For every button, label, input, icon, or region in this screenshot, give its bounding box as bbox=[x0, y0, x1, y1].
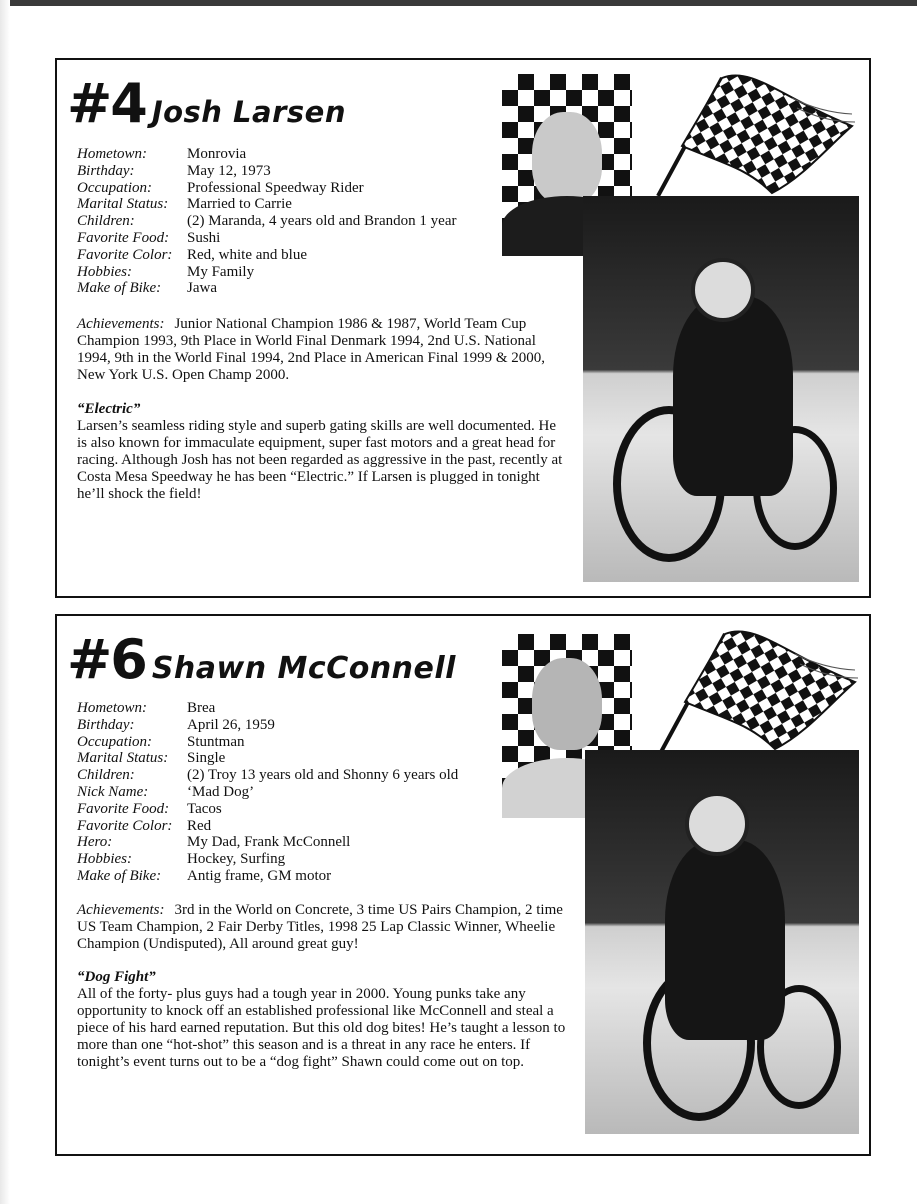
info-value: (2) Maranda, 4 years old and Brandon 1 year bbox=[187, 213, 457, 230]
rider-helmet bbox=[691, 258, 755, 322]
info-label: Hometown: bbox=[77, 700, 147, 716]
rider-profile-card-2 bbox=[55, 614, 871, 1156]
achievements-paragraph bbox=[77, 316, 557, 384]
info-value: Jawa bbox=[187, 280, 217, 297]
info-label: Favorite Color: bbox=[77, 246, 173, 263]
bio-text: All of the forty- plus guys had a tough year in 2000. Young punks take any opportunity to knock off an established professional like McConnell and steal a piece of his hard earned reputation. But this old dog bites! He’s taught a lesson to more than one “hot-shot” this season and is a threat in any race he enters. If tonight’s event turns out to be a “dog fight” Shawn could come out on top. bbox=[77, 986, 566, 1070]
info-value: ‘Mad Dog’ bbox=[187, 783, 255, 800]
info-label: Favorite Food: bbox=[77, 800, 170, 817]
info-label: Favorite Food: bbox=[77, 229, 170, 246]
bio-text: Larsen’s seamless riding style and superb gating skills are well documented. He is also known for immaculate equipment, super fast motors and a great head for racing. Although Josh has not been regarded as aggressive in the past, recently at Costa Mesa Speedway he has been “Electric.” If Larsen is plugged in tonight he’ll shock the field! bbox=[77, 418, 563, 502]
rider-info-table bbox=[77, 146, 457, 297]
rider-name: Josh Larsen bbox=[151, 95, 346, 129]
info-value: Hockey, Surfing bbox=[187, 851, 286, 868]
info-value: Brea bbox=[187, 700, 216, 716]
info-label: Hobbies: bbox=[77, 263, 132, 280]
info-row bbox=[77, 146, 457, 163]
bio-section bbox=[77, 401, 569, 503]
info-row bbox=[77, 868, 458, 885]
info-value: Red, white and blue bbox=[187, 246, 307, 263]
info-row bbox=[77, 717, 458, 734]
info-value: Monrovia bbox=[187, 146, 247, 162]
rider-action-photo bbox=[583, 196, 859, 582]
rider-number: #6 bbox=[67, 628, 146, 691]
achievements-paragraph bbox=[77, 902, 567, 953]
info-row bbox=[77, 834, 458, 851]
info-row bbox=[77, 818, 458, 835]
rider-profile-card-1 bbox=[55, 58, 871, 598]
info-row bbox=[77, 784, 458, 801]
rider-name: Shawn McConnell bbox=[151, 651, 456, 686]
headshot-face bbox=[532, 112, 602, 204]
info-row bbox=[77, 180, 457, 197]
info-label: Children: bbox=[77, 767, 135, 784]
rider-action-photo bbox=[585, 750, 859, 1134]
rider-number: #4 bbox=[67, 72, 146, 135]
achievements-text: Junior National Champion 1986 & 1987, World Team Cup Champion 1993, 9th Place in World Final Denmark 1994, 2nd U.S. National 1994, 9th in the World Final 1994, 2nd Place in American Final 1999 & 2000, New York U.S. Open Champ 2000. bbox=[77, 316, 546, 383]
info-value: April 26, 1959 bbox=[187, 716, 275, 733]
rider-heading bbox=[67, 72, 346, 135]
info-label: Occupation: bbox=[77, 733, 152, 750]
checkered-flag-icon bbox=[655, 624, 860, 756]
info-row bbox=[77, 734, 458, 751]
rider-heading bbox=[67, 628, 456, 691]
info-value: Single bbox=[187, 750, 226, 767]
info-label: Marital Status: bbox=[77, 196, 169, 213]
info-label: Hometown: bbox=[77, 146, 147, 162]
info-row bbox=[77, 851, 458, 868]
achievements-label: Achievements: bbox=[77, 316, 165, 332]
info-value: Antig frame, GM motor bbox=[187, 867, 332, 884]
info-value: Stuntman bbox=[187, 733, 245, 750]
info-row bbox=[77, 230, 457, 247]
achievements-text: 3rd in the World on Concrete, 3 time US Pairs Champion, 2 time US Team Champion, 2 Fair Derby Titles, 1998 25 Lap Classic Winner, Wheelie Champion (Undisputed), All around great guy! bbox=[77, 902, 563, 952]
info-value: Professional Speedway Rider bbox=[187, 179, 364, 196]
checkered-flag-icon bbox=[652, 68, 857, 200]
info-label: Occupation: bbox=[77, 179, 152, 196]
info-label: Hobbies: bbox=[77, 851, 132, 868]
bio-section bbox=[77, 969, 572, 1071]
info-value: My Dad, Frank McConnell bbox=[187, 834, 351, 851]
info-row bbox=[77, 213, 457, 230]
info-row bbox=[77, 264, 457, 281]
info-value: My Family bbox=[187, 263, 255, 280]
achievements-label: Achievements: bbox=[77, 902, 165, 918]
info-label: Children: bbox=[77, 213, 135, 230]
nickname-title: “Dog Fight” bbox=[77, 969, 156, 985]
info-row bbox=[77, 196, 457, 213]
info-value: (2) Troy 13 years old and Shonny 6 years old bbox=[187, 767, 459, 784]
info-row bbox=[77, 247, 457, 264]
scan-left-edge bbox=[0, 0, 10, 1204]
info-label: Make of Bike: bbox=[77, 867, 162, 884]
info-value: Tacos bbox=[187, 800, 222, 817]
info-label: Make of Bike: bbox=[77, 280, 162, 297]
info-row bbox=[77, 280, 457, 297]
nickname-title: “Electric” bbox=[77, 401, 141, 417]
info-value: Married to Carrie bbox=[187, 196, 292, 213]
rider-body bbox=[665, 840, 785, 1040]
info-row bbox=[77, 750, 458, 767]
headshot-face bbox=[532, 658, 602, 750]
info-value: Sushi bbox=[187, 229, 221, 246]
info-label: Marital Status: bbox=[77, 750, 169, 767]
info-row bbox=[77, 163, 457, 180]
info-label: Birthday: bbox=[77, 162, 135, 179]
info-label: Favorite Color: bbox=[77, 817, 173, 834]
info-label: Hero: bbox=[77, 834, 113, 851]
rider-body bbox=[673, 296, 793, 496]
info-value: May 12, 1973 bbox=[187, 162, 271, 179]
info-row bbox=[77, 767, 458, 784]
rider-helmet bbox=[685, 792, 749, 856]
info-row bbox=[77, 801, 458, 818]
info-value: Red bbox=[187, 817, 212, 834]
info-label: Birthday: bbox=[77, 716, 135, 733]
scan-top-edge bbox=[0, 0, 917, 6]
rider-info-table bbox=[77, 700, 458, 885]
info-row bbox=[77, 700, 458, 717]
info-label: Nick Name: bbox=[77, 783, 149, 800]
